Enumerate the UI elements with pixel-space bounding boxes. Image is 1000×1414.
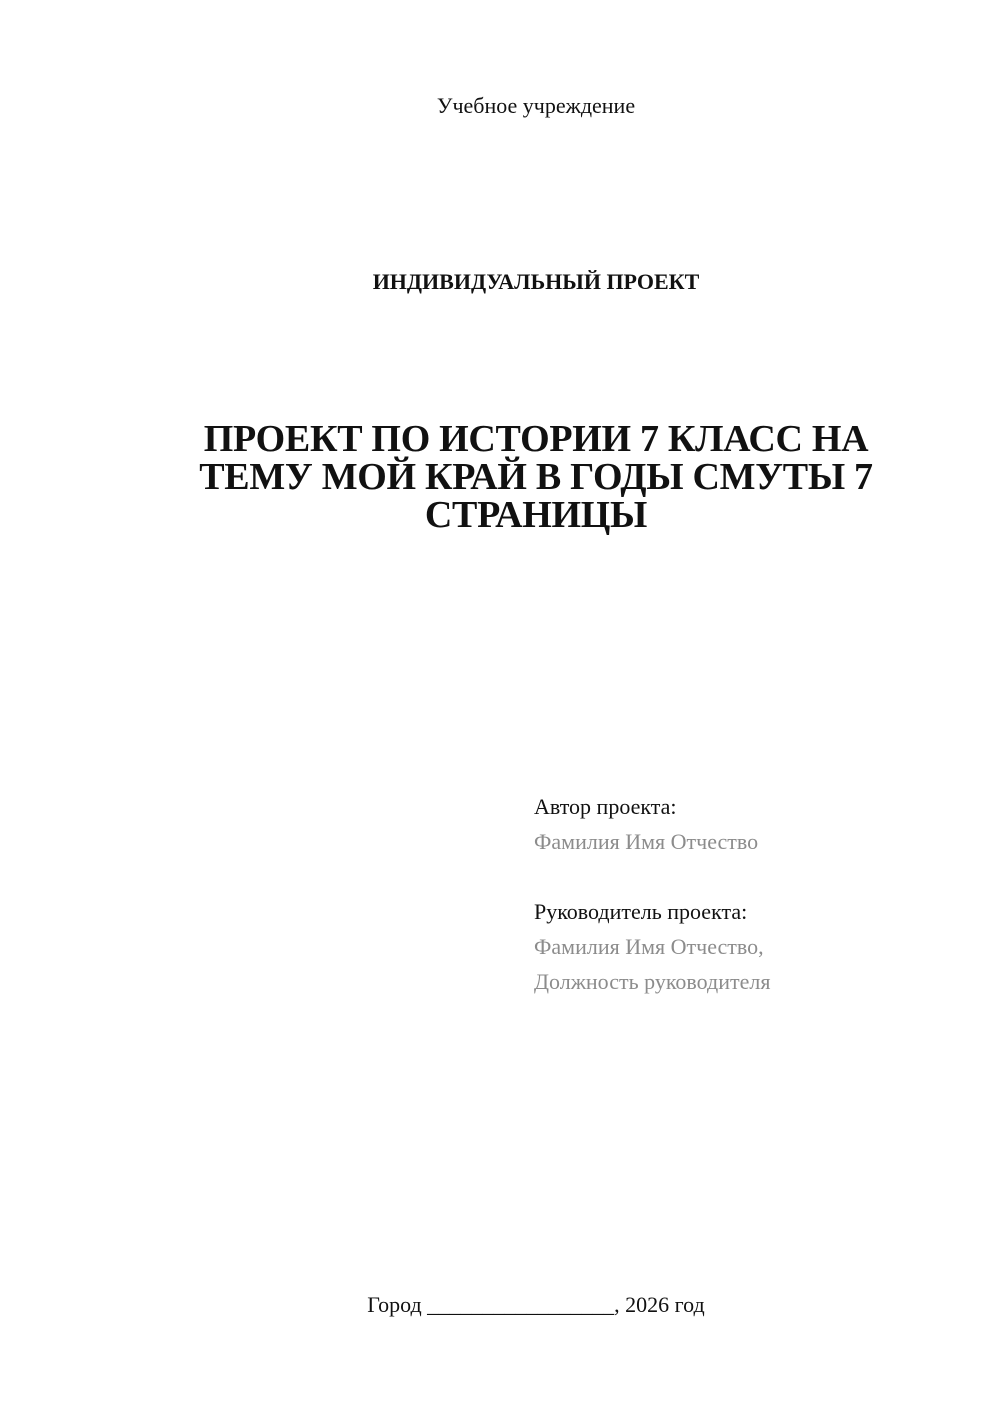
supervisor-position: Должность руководителя — [534, 969, 771, 994]
author-label: Автор проекта: — [534, 794, 677, 819]
author-name: Фамилия Имя Отчество — [534, 829, 759, 854]
supervisor-name: Фамилия Имя Отчество, — [534, 934, 764, 959]
project-type-heading: ИНДИВИДУАЛЬНЫЙ ПРОЕКТ — [372, 269, 700, 294]
institution-name: Учебное учреждение — [436, 93, 636, 118]
project-title-line-3: СТРАНИЦЫ — [424, 494, 648, 536]
authors-spacer — [534, 859, 954, 894]
project-title-line-1: ПРОЕКТ ПО ИСТОРИИ 7 КЛАСС НА — [203, 418, 869, 460]
supervisor-label: Руководитель проекта: — [534, 899, 748, 924]
project-title — [170, 420, 902, 534]
authors-block — [534, 789, 954, 999]
city-year-line: Город _________________, 2026 год — [367, 1292, 705, 1317]
project-title-line-2: ТЕМУ МОЙ КРАЙ В ГОДЫ СМУТЫ 7 — [199, 456, 873, 498]
